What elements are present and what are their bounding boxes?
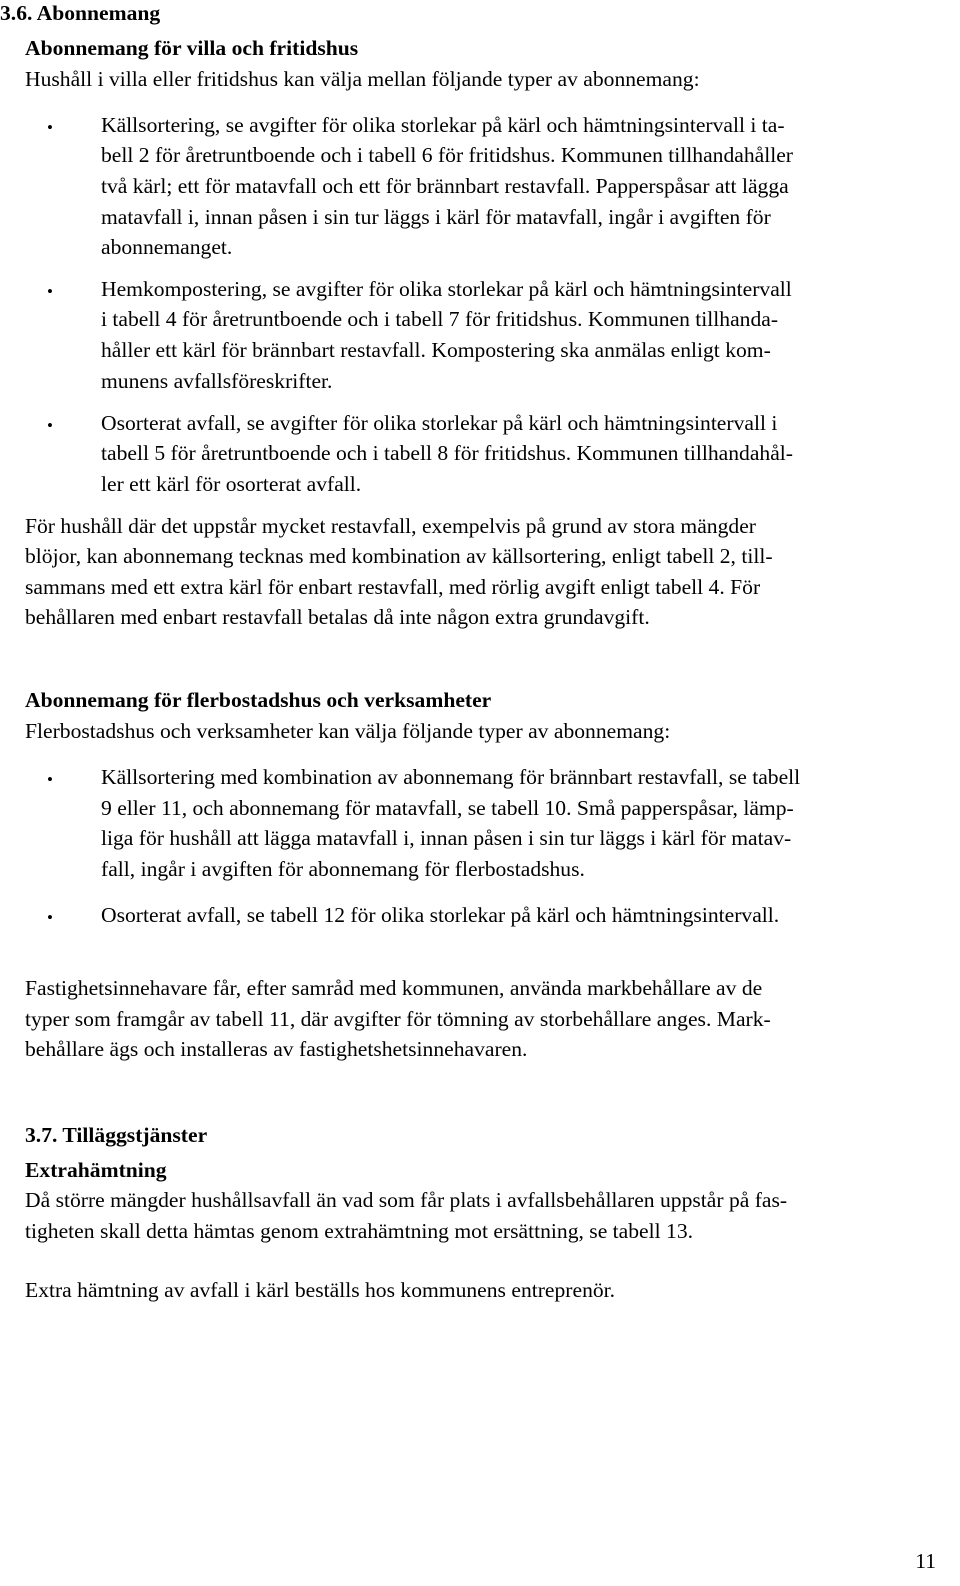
paragraph-line: sammans med ett extra kärl för enbart restavfall, med rörlig avgift enligt tabell 4. För (25, 575, 761, 599)
list-item-line: håller ett kärl för brännbart restavfall. Kompostering ska anmälas enligt kom- (101, 338, 771, 362)
paragraph-line: tigheten skall detta hämtas genom extrahämtning mot ersättning, se tabell 13. (25, 1219, 694, 1243)
list-item-line: tabell 5 för åretruntboende och i tabell 8 för fritidshus. Kommunen tillhandahål- (101, 441, 794, 465)
page-number: 11 (915, 1549, 936, 1573)
list-item-line: Hemkompostering, se avgifter för olika storlekar på kärl och hämtningsintervall (101, 277, 792, 301)
list-item-line: i tabell 4 för åretruntboende och i tabell 7 för fritidshus. Kommunen tillhanda- (101, 307, 779, 331)
list-item-line: Osorterat avfall, se avgifter för olika storlekar på kärl och hämtningsintervall i (101, 411, 778, 435)
paragraph-line: blöjor, kan abonnemang tecknas med kombination av källsortering, enligt tabell 2, till- (25, 544, 773, 568)
list-item-line: bell 2 för åretruntboende och i tabell 6 för fritidshus. Kommunen tillhandahåller (101, 143, 794, 167)
subheading-extrahamtning: Extrahämtning (25, 1158, 167, 1182)
list-item-line: liga för hushåll att lägga matavfall i, innan påsen i sin tur läggs i kärl för matav- (101, 826, 792, 850)
list-item-line: abonnemanget. (101, 235, 233, 259)
bullet-dot: • (47, 416, 53, 435)
intro-flerbostad: Flerbostadshus och verksamheter kan välja följande typer av abonnemang: (25, 719, 671, 743)
intro-villa: Hushåll i villa eller fritidshus kan välja mellan följande typer av abonnemang: (25, 67, 700, 91)
list-item-line: matavfall i, innan påsen i sin tur läggs i kärl för matavfall, ingår i avgiften för (101, 205, 771, 229)
paragraph-line: behållare ägs och installeras av fastighetshetsinnehavaren. (25, 1037, 528, 1061)
section-heading-3-7: 3.7. Tilläggstjänster (25, 1123, 208, 1147)
paragraph-line: Då större mängder hushållsavfall än vad som får plats i avfallsbehållaren uppstår på fas- (25, 1188, 788, 1212)
list-item-line: Källsortering, se avgifter för olika storlekar på kärl och hämtningsintervall i ta- (101, 113, 785, 137)
list-item-line: 9 eller 11, och abonnemang för matavfall, se tabell 10. Små papperspåsar, lämp- (101, 796, 794, 820)
subheading-flerbostad: Abonnemang för flerbostadshus och verksamheter (25, 688, 492, 712)
list-item-line: Källsortering med kombination av abonnemang för brännbart restavfall, se tabell (101, 765, 801, 789)
bullet-dot: • (47, 908, 53, 927)
paragraph-line: Fastighetsinnehavare får, efter samråd med kommunen, använda markbehållare av de (25, 976, 763, 1000)
paragraph-line: För hushåll där det uppstår mycket restavfall, exempelvis på grund av stora mängder (25, 514, 756, 538)
paragraph-line: behållaren med enbart restavfall betalas då inte någon extra grundavgift. (25, 605, 650, 629)
paragraph-line: typer som framgår av tabell 11, där avgifter för tömning av storbehållare anges. Mark- (25, 1007, 771, 1031)
list-item-line: ler ett kärl för osorterat avfall. (101, 472, 362, 496)
section-heading-3-6: 3.6. Abonnemang (0, 1, 161, 25)
subheading-villa: Abonnemang för villa och fritidshus (25, 36, 359, 60)
list-item-line: fall, ingår i avgiften för abonnemang för flerbostadshus. (101, 857, 585, 881)
bullet-dot: • (47, 282, 53, 301)
list-item-line: två kärl; ett för matavfall och ett för brännbart restavfall. Papperspåsar att lägga (101, 174, 789, 198)
bullet-dot: • (47, 118, 53, 137)
list-item-line: Osorterat avfall, se tabell 12 för olika storlekar på kärl och hämtningsintervall. (101, 903, 780, 927)
list-item-line: munens avfallsföreskrifter. (101, 369, 333, 393)
paragraph-line: Extra hämtning av avfall i kärl beställs hos kommunens entreprenör. (25, 1278, 616, 1302)
bullet-dot: • (47, 770, 53, 789)
